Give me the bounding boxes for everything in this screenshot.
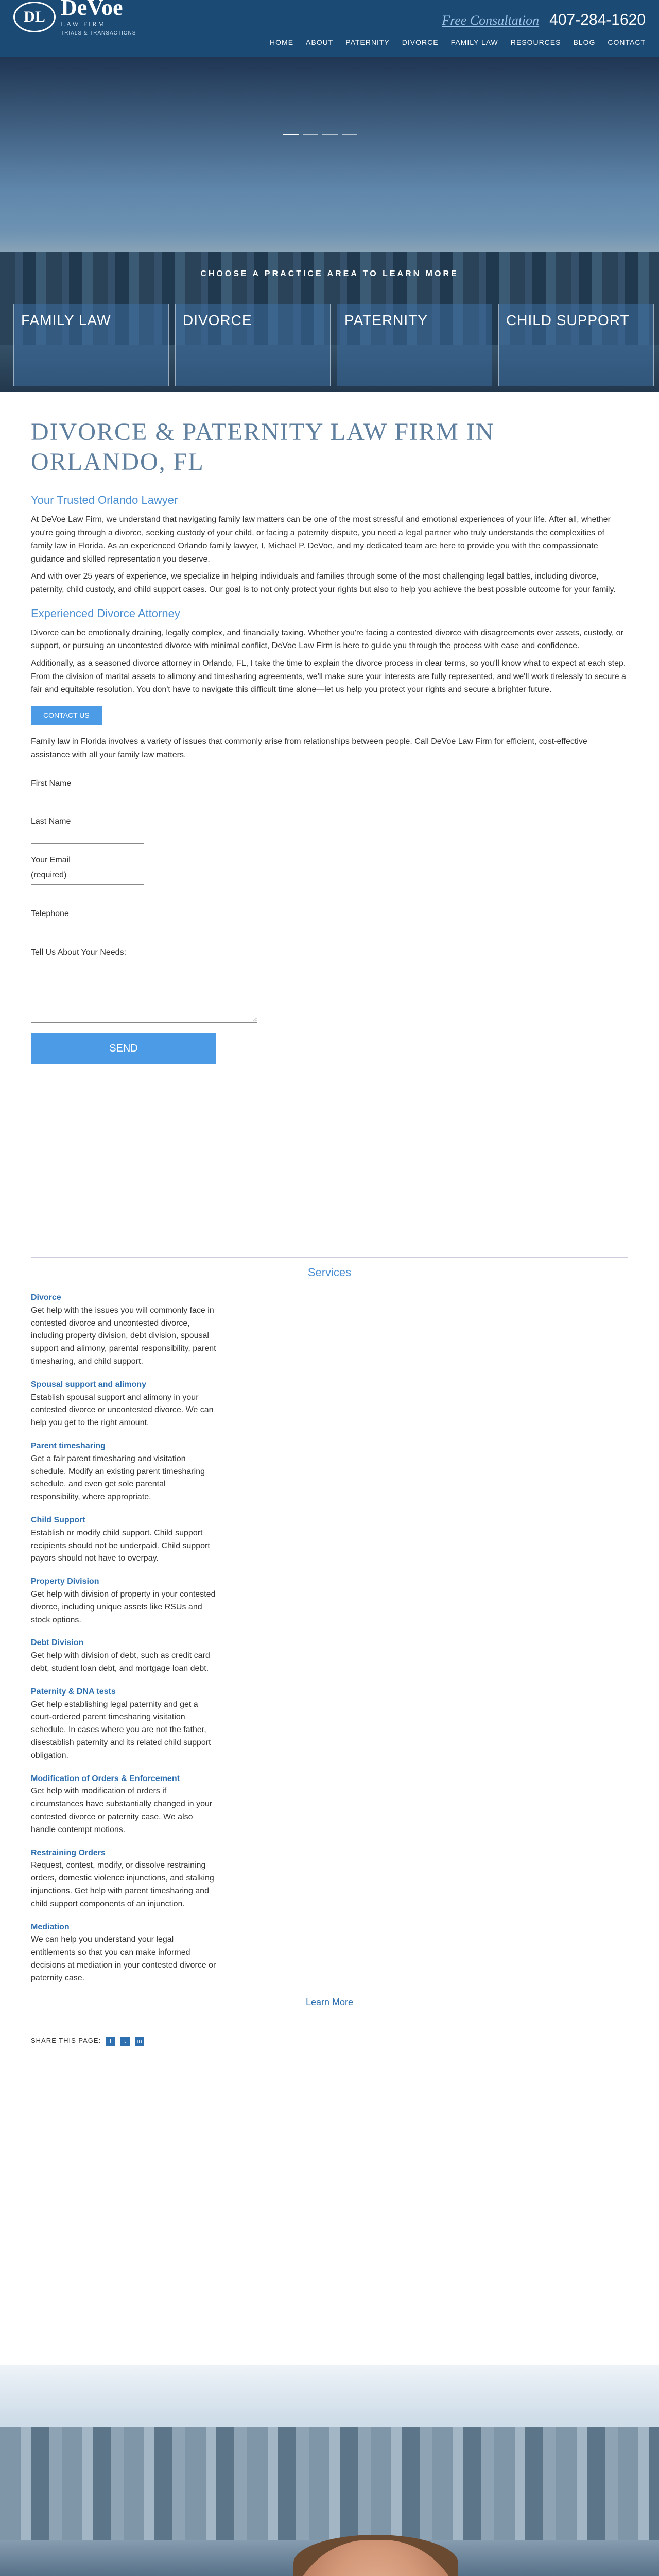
nav-divorce[interactable]: DIVORCE <box>402 38 439 46</box>
services-section <box>31 1257 628 2052</box>
service-title[interactable]: Paternity & DNA tests <box>31 1687 116 1696</box>
share-label: SHARE THIS PAGE: <box>31 2037 101 2045</box>
service-timesharing <box>31 1440 216 1504</box>
telephone-input[interactable] <box>31 923 144 936</box>
section-heading-trusted: Your Trusted Orlando Lawyer <box>31 494 178 506</box>
service-divorce <box>31 1292 216 1368</box>
divorce-paragraph-2: Additionally, as a seasoned divorce attorney in Orlando, FL, I take the time to explain the divorce process in clear terms, so you'll know what to expect at each step. From the division of marital assets to alimony and timesharing agreements, we'll make sure your interests are fully represented, and we'll work tirelessly to secure a fair and equitable resolution. You don't have to navigate this difficult time alone—let us help you protect your rights and secure a brighter future. <box>31 658 626 694</box>
service-desc: We can help you understand your legal entitlements so that you can make informed decisions at mediation in your contested divorce or paternity case. <box>31 1935 216 1982</box>
service-desc: Get help with division of property in your contested divorce, including unique assets like RSUs and stock options. <box>31 1590 216 1624</box>
facebook-icon[interactable]: f <box>106 2037 115 2046</box>
intro-paragraph-1: At DeVoe Law Firm, we understand that navigating family law matters can be one of the most stressful and emotional experiences of your life. After all, whether you're going through a divorce, seeking custody of your child, or facing a paternity dispute, you need a legal partner who truly understands the complexities of family law in Florida. As an experienced Orlando family lawyer, I, Michael P. DeVoe, and my dedicated team are here to provide you with the compassionate guidance and skilled representation you deserve. <box>31 515 611 564</box>
service-title[interactable]: Restraining Orders <box>31 1848 106 1857</box>
service-desc: Establish or modify child support. Child support recipients should not be underpaid. Child support payors should not have to overpay. <box>31 1528 210 1563</box>
service-desc: Request, contest, modify, or dissolve restraining orders, domestic violence injunctions, and stalking injunctions. Get help with parent timesharing and child support components of an injunction. <box>31 1861 214 1908</box>
nav-contact[interactable]: CONTACT <box>608 38 646 46</box>
email-group <box>31 854 628 897</box>
slider-dot[interactable] <box>283 134 299 135</box>
choose-practice-label: CHOOSE A PRACTICE AREA TO LEARN MORE <box>200 269 459 278</box>
header-contact <box>442 8 646 32</box>
last-name-group <box>31 816 628 844</box>
main-content <box>31 417 628 1064</box>
service-title[interactable]: Property Division <box>31 1577 99 1586</box>
first-name-input[interactable] <box>31 792 144 805</box>
first-name-label: First Name <box>31 778 72 788</box>
practice-paternity[interactable]: PATERNITY <box>337 304 492 386</box>
page-title: DIVORCE & PATERNITY LAW FIRM IN ORLANDO, FL <box>31 418 495 476</box>
services-heading: Services <box>31 1257 628 1281</box>
service-title[interactable]: Parent timesharing <box>31 1442 106 1451</box>
service-desc: Get help establishing legal paternity and get a court-ordered parent timesharing visitation schedule. In cases where you are not the father, disestablish paternity and its related child support obligation. <box>31 1700 211 1760</box>
contact-us-button[interactable]: CONTACT US <box>31 706 102 725</box>
logo-tagline: TRIALS & TRANSACTIONS <box>61 30 136 37</box>
service-title[interactable]: Modification of Orders & Enforcement <box>31 1774 180 1783</box>
needs-textarea[interactable] <box>31 961 257 1023</box>
service-title[interactable]: Mediation <box>31 1922 70 1931</box>
logo-mark-icon: DL <box>13 2 56 32</box>
service-property <box>31 1575 216 1626</box>
attorney-section <box>0 2365 659 2576</box>
skyline-image <box>0 2427 659 2540</box>
free-consultation-link[interactable]: Free Consultation <box>442 13 540 28</box>
email-label: Your Email <box>31 856 71 865</box>
service-desc: Establish spousal support and alimony in your contested divorce or uncontested divorce. We can help you get to the right amount. <box>31 1393 214 1428</box>
needs-group <box>31 946 628 1023</box>
email-required-label: (required) <box>31 870 67 879</box>
service-desc: Get a fair parent timesharing and visitation schedule. Modify an existing parent timesharing schedule, and even get sole parental responsibility, where appropriate. <box>31 1454 205 1502</box>
site-header <box>0 0 659 57</box>
service-restraining <box>31 1847 216 1911</box>
service-title[interactable]: Spousal support and alimony <box>31 1380 147 1389</box>
twitter-icon[interactable]: t <box>120 2037 130 2046</box>
learn-more-link[interactable]: Learn More <box>305 1996 354 2007</box>
service-title[interactable]: Debt Division <box>31 1638 84 1648</box>
nav-family-law[interactable]: FAMILY LAW <box>450 38 498 46</box>
hero-banner <box>0 57 659 392</box>
send-button[interactable]: SEND <box>31 1033 216 1064</box>
practice-child-support[interactable]: CHILD SUPPORT <box>498 304 654 386</box>
first-name-group <box>31 777 628 806</box>
practice-family-law[interactable]: FAMILY LAW <box>13 304 169 386</box>
service-alimony <box>31 1379 216 1430</box>
email-input[interactable] <box>31 884 144 897</box>
nav-paternity[interactable]: PATERNITY <box>345 38 390 46</box>
service-desc: Get help with modification of orders if circumstances have substantially changed in your contested divorce or paternity case. We also handle contempt motions. <box>31 1787 213 1834</box>
service-paternity <box>31 1686 216 1762</box>
family-law-paragraph: Family law in Florida involves a variety of issues that commonly arise from relationships between people. Call DeVoe Law Firm for efficient, cost-effective assistance with all your family law matters. <box>31 737 587 759</box>
service-debt <box>31 1637 216 1675</box>
telephone-group <box>31 908 628 936</box>
service-child-support <box>31 1514 216 1565</box>
service-modification <box>31 1773 216 1837</box>
service-mediation <box>31 1921 216 1985</box>
nav-resources[interactable]: RESOURCES <box>510 38 561 46</box>
main-nav <box>257 37 646 48</box>
service-title[interactable]: Divorce <box>31 1293 61 1302</box>
practice-area-tiles <box>13 304 654 386</box>
nav-home[interactable]: HOME <box>270 38 294 46</box>
service-desc: Get help with division of debt, such as credit card debt, student loan debt, and mortgage loan debt. <box>31 1651 210 1673</box>
logo-sub: LAW FIRM <box>61 20 106 28</box>
header-phone[interactable]: 407-284-1620 <box>549 11 646 28</box>
slider-dot[interactable] <box>303 134 318 135</box>
telephone-label: Telephone <box>31 909 69 918</box>
last-name-input[interactable] <box>31 831 144 844</box>
share-bar <box>31 2030 628 2052</box>
service-title[interactable]: Child Support <box>31 1516 85 1525</box>
divorce-paragraph-1: Divorce can be emotionally draining, legally complex, and financially taxing. Whether you're facing a contested divorce with disagreements over assets, custody, or support, or pursuing an uncontested divorce with minimal conflict, DeVoe Law Firm is here to guide you through the process with ease and confidence. <box>31 628 623 651</box>
section-heading-divorce: Experienced Divorce Attorney <box>31 606 180 620</box>
logo-name: DeVoe <box>61 0 123 21</box>
needs-label: Tell Us About Your Needs: <box>31 947 127 957</box>
practice-divorce[interactable]: DIVORCE <box>175 304 331 386</box>
linkedin-icon[interactable]: in <box>135 2037 144 2046</box>
hero-slider-dots[interactable] <box>283 134 357 135</box>
service-desc: Get help with the issues you will commonly face in contested divorce and uncontested divorce, including property division, debt division, spousal support and alimony, parental responsibility, parent timesharing, and child support. <box>31 1306 216 1366</box>
nav-blog[interactable]: BLOG <box>573 38 596 46</box>
slider-dot[interactable] <box>322 134 338 135</box>
last-name-label: Last Name <box>31 817 71 826</box>
slider-dot[interactable] <box>342 134 357 135</box>
nav-about[interactable]: ABOUT <box>306 38 334 46</box>
intro-paragraph-2: And with over 25 years of experience, we specialize in helping individuals and families through some of the most challenging legal battles, including divorce, paternity, child custody, and child support cases. Our goal is to not only protect your rights but also to help you achieve the best possible outcome for your family. <box>31 572 616 595</box>
